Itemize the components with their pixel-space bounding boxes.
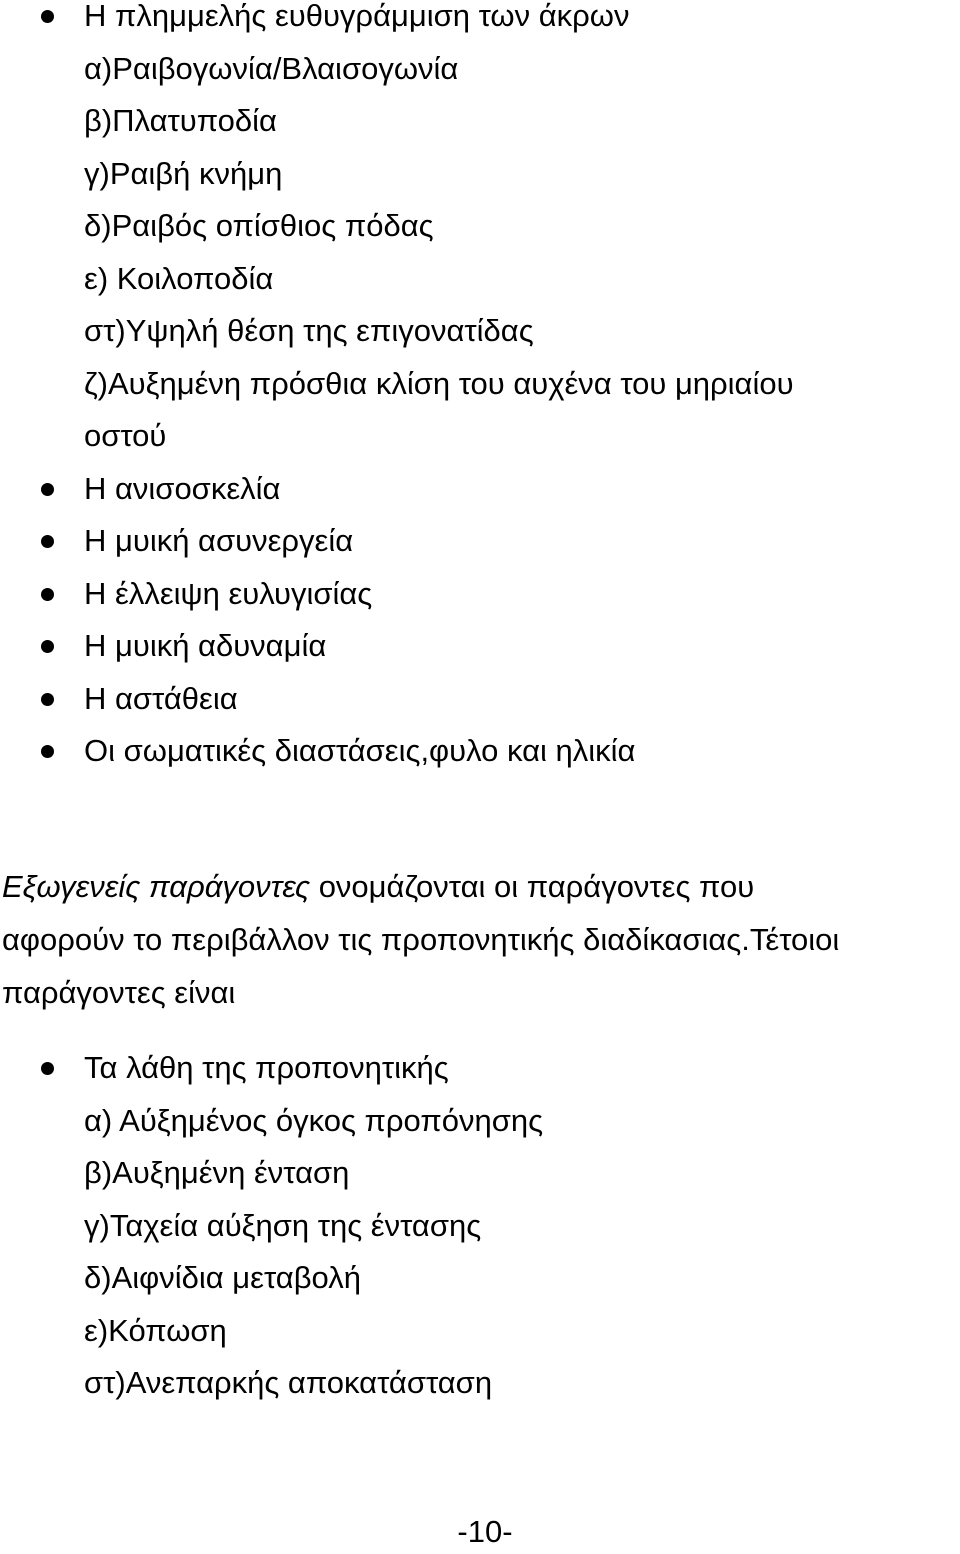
list-subitem bbox=[0, 95, 960, 148]
list-item-text: β)Πλατυποδία bbox=[84, 103, 277, 138]
list-subitem bbox=[0, 1305, 960, 1358]
list-item bbox=[0, 568, 960, 621]
list-subitem bbox=[0, 43, 960, 96]
list-item-text: Η πλημμελής ευθυγράμμιση των άκρων bbox=[84, 0, 630, 33]
bullet-icon bbox=[41, 640, 54, 653]
list-item bbox=[0, 673, 960, 726]
list-item bbox=[0, 515, 960, 568]
bullet-icon bbox=[41, 10, 54, 23]
list-item bbox=[0, 463, 960, 516]
list-item-text: ε) Κοιλοποδία bbox=[84, 260, 274, 296]
list-subitem-continuation bbox=[0, 410, 960, 463]
list-item-text: γ)Ραιβή κνήμη bbox=[84, 155, 283, 191]
list-item-text: Η αστάθεια bbox=[84, 680, 238, 716]
list-item-text: γ)Ταχεία αύξηση της έντασης bbox=[84, 1207, 482, 1243]
list-item-text: α)Ραιβογωνία/Βλαισογωνία bbox=[84, 50, 459, 86]
list-item-text: Η ανισοσκελία bbox=[84, 470, 281, 506]
paragraph-line bbox=[2, 860, 958, 913]
list-item-text: στ)Ανεπαρκής αποκατάσταση bbox=[84, 1365, 493, 1400]
list-subitem bbox=[0, 253, 960, 306]
list-item-text: οστού bbox=[84, 418, 167, 453]
bullet-icon bbox=[41, 745, 54, 758]
list-item bbox=[0, 1042, 960, 1095]
bullet-icon bbox=[41, 535, 54, 548]
bullet-icon bbox=[41, 483, 54, 496]
italic-term: Εξωγενείς παράγοντες bbox=[2, 869, 311, 904]
page-number: -10- bbox=[457, 1514, 513, 1549]
list-subitem bbox=[0, 1095, 960, 1148]
list-item-text: α) Αύξημένος όγκος προπόνησης bbox=[84, 1102, 544, 1138]
list-item bbox=[0, 0, 960, 43]
list-subitem bbox=[0, 1147, 960, 1200]
list-subitem bbox=[0, 200, 960, 253]
list-subitem bbox=[0, 305, 960, 358]
bullet-icon bbox=[41, 1062, 54, 1075]
list-subitem bbox=[0, 358, 960, 411]
list-item bbox=[0, 725, 960, 778]
bullet-icon bbox=[41, 588, 54, 601]
list-item-text: στ)Υψηλή θέση της επιγονατίδας bbox=[84, 313, 534, 348]
bullet-icon bbox=[41, 693, 54, 706]
list-subitem bbox=[0, 1200, 960, 1253]
list-item-text: δ)Αιφνίδια μεταβολή bbox=[84, 1260, 361, 1295]
list-item-text: ζ)Αυξημένη πρόσθια κλίση του αυχένα του μηριαίου bbox=[84, 365, 794, 401]
list-item-text: β)Αυξημένη ένταση bbox=[84, 1155, 350, 1190]
list-item-text: δ)Ραιβός οπίσθιος πόδας bbox=[84, 208, 434, 243]
paragraph-line: παράγοντες είναι bbox=[2, 975, 236, 1010]
list-item-text: Οι σωματικές διαστάσεις,φυλο και ηλικία bbox=[84, 733, 636, 768]
paragraph-text: ονομάζονται οι παράγοντες που bbox=[310, 869, 755, 904]
list-item-text: ε)Κόπωση bbox=[84, 1312, 227, 1348]
list-item-text: Η μυική ασυνεργεία bbox=[84, 523, 354, 558]
list-subitem bbox=[0, 148, 960, 201]
list-item bbox=[0, 620, 960, 673]
list-item-text: Η έλλειψη ευλυγισίας bbox=[84, 575, 373, 611]
extrinsic-factors-paragraph bbox=[2, 860, 958, 1019]
list-subitem bbox=[0, 1252, 960, 1305]
list-item-text: Τα λάθη της προπονητικής bbox=[84, 1050, 449, 1085]
training-errors-list bbox=[0, 1042, 960, 1410]
paragraph-line: αφορούν το περιβάλλον τις προπονητικής διαδίκασιας.Τέτοιοι bbox=[2, 922, 840, 957]
list-subitem bbox=[0, 1357, 960, 1410]
list-item-text: Η μυική αδυναμία bbox=[84, 628, 327, 663]
